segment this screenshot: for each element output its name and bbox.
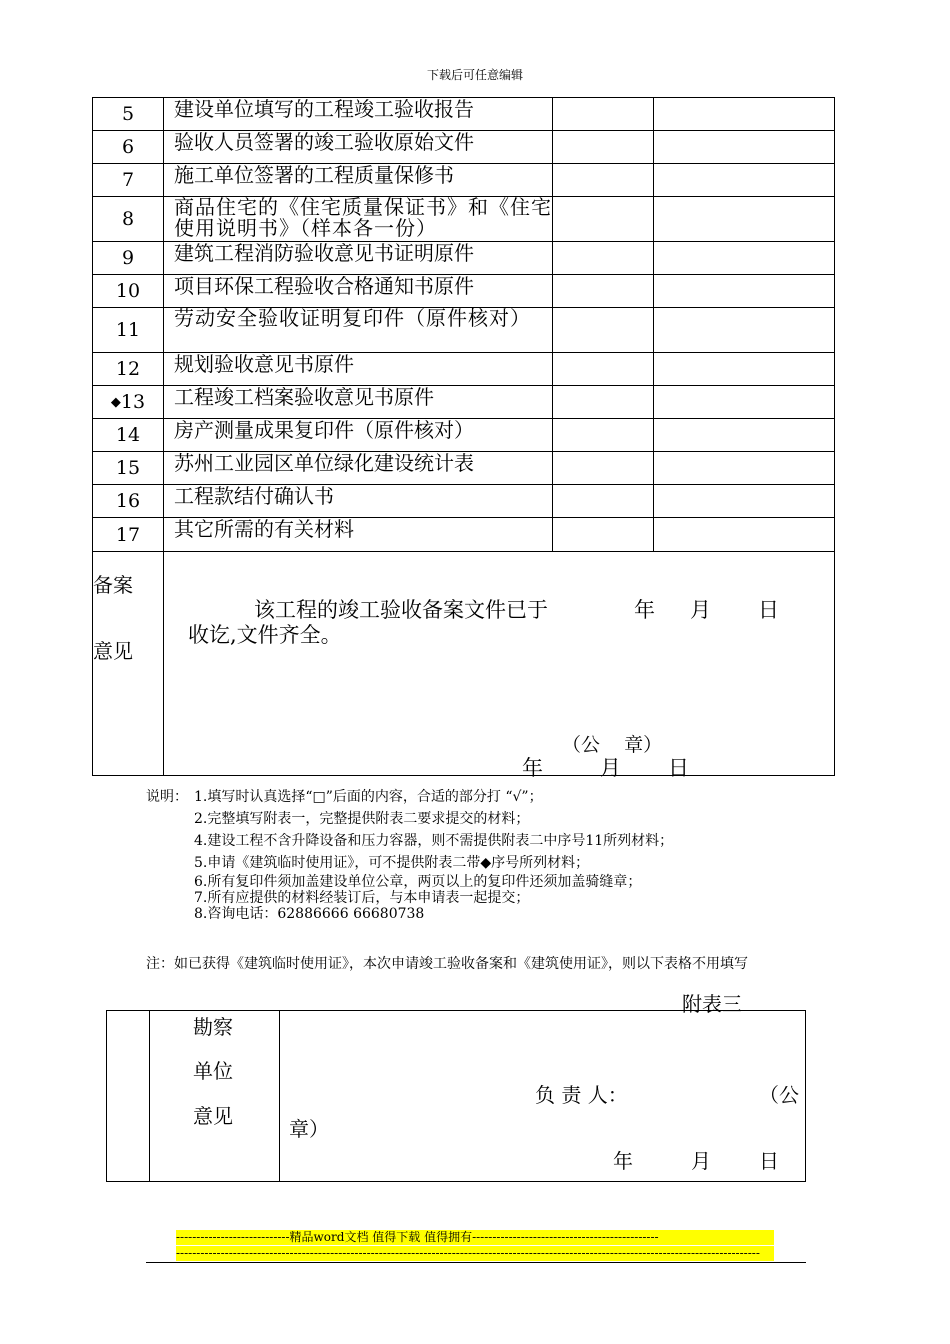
row-remark-cell [654,518,835,552]
table-row [93,353,835,386]
row-number-cell [93,518,164,552]
row-remark-cell [654,197,835,242]
table-row [93,485,835,518]
opinion-text-line2: 收讫,文件齐全。 [188,623,342,647]
opinion-content-cell [164,552,835,780]
row-name: 施工单位签署的工程质量保修书 [174,163,454,187]
survey-label-cell [150,1011,280,1181]
row-number: 11 [115,319,141,341]
row-number-cell [93,386,164,419]
notes-block [146,786,673,922]
row-name: 项目环保工程验收合格通知书原件 [174,274,474,298]
survey-responsible: 负 责 人： [535,1083,628,1107]
row-name: 工程款结付确认书 [174,484,334,508]
page-header: 下载后可任意编辑 [426,68,523,82]
survey-label2: 单位 [193,1059,233,1083]
note-item: 6.所有复印件须加盖建设单位公章，两页以上的复印件还须加盖骑缝章； [194,874,642,890]
row-check-cell [553,308,654,353]
row-name-cell [164,131,553,164]
row-number-cell [93,242,164,275]
attachment-title: 附表三 [682,992,742,1016]
row-name: 工程竣工档案验收意见书原件 [174,385,434,409]
notice-text: 注：如已获得《建筑临时使用证》，本次申请竣工验收备案和《建筑使用证》，则以下表格不用填写 [146,956,748,972]
note-item: 1.填写时认真选择“□”后面的内容，合适的部分打 “√”； [194,789,543,805]
table-row [93,164,835,197]
row-name-cell [164,308,553,353]
row-remark-cell [654,419,835,452]
row-name-cell [164,353,553,386]
diamond-icon: ◆ [110,395,121,410]
survey-table [106,1010,806,1182]
opinion-label-line2: 意见 [93,639,133,663]
note-item: 4.建设工程不含升降设备和压力容器，则不需提供附表二中序号11所列材料； [194,833,674,849]
opinion-day: 日 [758,598,779,622]
opinion-label-line1: 备案 [93,573,133,597]
row-number-cell [93,485,164,518]
row-remark-cell [654,308,835,353]
row-number: 14 [115,424,141,446]
row-check-cell [553,353,654,386]
table-row [93,98,835,131]
opinion-sign-year: 年 [522,756,543,780]
opinion-row [93,552,835,776]
row-name: 规划验收意见书原件 [174,352,354,376]
row-name-cell [164,164,553,197]
row-remark-cell [654,131,835,164]
row-check-cell [553,98,654,131]
table-row [93,275,835,308]
table-row [93,242,835,275]
row-name: 商品住宅的《住宅质量保证书》和《住宅使用说明书》（样本各一份） [174,195,552,240]
row-check-cell [553,485,654,518]
survey-label1: 勘察 [193,1015,233,1039]
row-remark-cell [654,452,835,485]
materials-table [92,97,835,780]
row-number: 17 [115,523,141,546]
row-name-cell [164,452,553,485]
row-number-cell [93,308,164,353]
row-remark-cell [654,98,835,131]
row-number-cell [93,275,164,308]
row-name: 建设单位填写的工程竣工验收报告 [174,97,474,121]
row-number-cell [93,419,164,452]
footer-rule [146,1262,806,1263]
row-check-cell [553,386,654,419]
note-item: 8.咨询电话：62886666 66680738 [194,906,425,922]
table-row [93,131,835,164]
table-row [93,518,835,552]
row-remark-cell [654,275,835,308]
row-name-cell [164,197,553,242]
opinion-seal: （公 章） [562,734,663,756]
notes-prefix: 说明： [146,789,188,805]
survey-seal-open: （公 [759,1083,799,1107]
opinion-month: 月 [690,598,711,622]
row-check-cell [553,197,654,242]
row-number: 8 [121,208,135,230]
row-remark-cell [654,485,835,518]
row-check-cell [553,131,654,164]
row-check-cell [553,242,654,275]
footer-banner-line2: ------------------------------------------------------------------------------------------------------------------------------------------------ [176,1246,774,1261]
row-number: 9 [121,247,135,269]
row-number-cell [93,131,164,164]
row-check-cell [553,164,654,197]
opinion-label-cell [93,552,164,776]
row-name: 劳动安全验收证明复印件（原件核对） [174,306,531,330]
row-number: 15 [115,457,141,479]
opinion-text-line1: 该工程的竣工验收备案文件已于 [254,598,548,622]
row-name: 建筑工程消防验收意见书证明原件 [174,241,474,265]
row-name: 苏州工业园区单位绿化建设统计表 [174,451,474,475]
table-row [93,452,835,485]
table-row [93,419,835,452]
survey-day: 日 [759,1149,779,1173]
opinion-sign-month: 月 [600,756,621,780]
note-item: 2.完整填写附表一，完整提供附表二要求提交的材料； [194,811,530,827]
note-item: 5.申请《建筑临时使用证》，可不提供附表二带◆序号所列材料； [194,855,590,871]
row-name-cell [164,98,553,131]
row-name-cell [164,485,553,518]
table-row [93,197,835,242]
row-number: 12 [115,358,141,380]
survey-index-cell [107,1011,150,1181]
row-remark-cell [654,353,835,386]
row-number: 13 [120,391,146,413]
row-name-cell [164,419,553,452]
row-name-cell [164,386,553,419]
row-number: 7 [121,169,135,191]
row-number-cell [93,452,164,485]
row-name-cell [164,518,553,552]
survey-year: 年 [613,1149,633,1173]
row-check-cell [553,419,654,452]
row-number: 5 [121,103,135,125]
row-remark-cell [654,164,835,197]
survey-label3: 意见 [193,1104,233,1128]
row-number-cell [93,98,164,131]
row-number-cell [93,197,164,242]
row-number-cell [93,164,164,197]
row-check-cell [553,518,654,552]
row-number: 10 [115,280,141,302]
table-row [93,386,835,419]
row-name: 房产测量成果复印件（原件核对） [174,418,474,442]
row-name-cell [164,242,553,275]
row-number: 6 [121,136,135,158]
row-name-cell [164,275,553,308]
row-remark-cell [654,386,835,419]
row-check-cell [553,275,654,308]
row-number-cell [93,353,164,386]
row-check-cell [553,452,654,485]
row-number: 16 [115,490,141,512]
opinion-year: 年 [634,598,655,622]
row-remark-cell [654,242,835,275]
note-item: 7.所有应提供的材料经装订后，与本申请表一起提交； [194,890,530,906]
survey-month: 月 [691,1149,711,1173]
survey-seal-close: 章） [289,1117,329,1141]
table-row [93,308,835,353]
row-name: 其它所需的有关材料 [174,517,354,541]
footer-banner-line1: ----------------------------精品word文档 值得下载 值得拥有---------------------------------------------- [176,1230,774,1245]
row-name: 验收人员签署的竣工验收原始文件 [174,130,474,154]
opinion-sign-day: 日 [668,756,689,780]
